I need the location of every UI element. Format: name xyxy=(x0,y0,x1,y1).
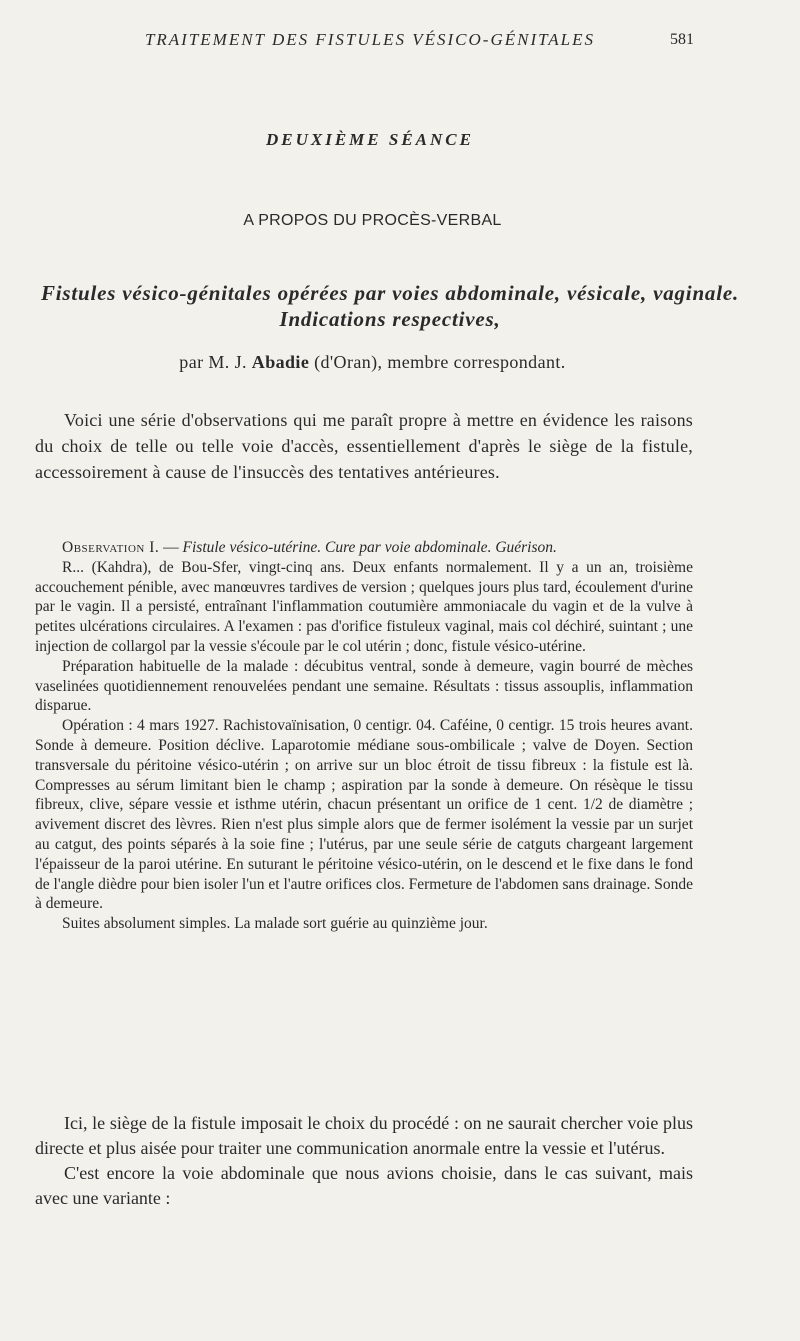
closing-block xyxy=(35,1111,693,1211)
page-number: 581 xyxy=(670,31,694,48)
observation-block xyxy=(35,538,693,934)
observation-title: Fistule vésico-utérine. Cure par voie abdominale. Guérison. xyxy=(182,539,557,556)
observation-label: Observation I. xyxy=(62,539,160,556)
byline-prefix: par M. J. xyxy=(179,352,247,372)
byline-suffix: (d'Oran), membre correspondant. xyxy=(314,352,566,372)
session-title: DEUXIÈME SÉANCE xyxy=(266,130,474,149)
article-title: Fistules vésico-génitales opérées par voies abdominale, vésicale, vaginale. Indications respectives, xyxy=(40,281,740,331)
byline xyxy=(0,352,745,373)
closing-paragraph: Ici, le siège de la fistule imposait le choix du procédé : on ne saurait chercher voie plus directe et plus aisée pour traiter une communication anormale entre la vessie et l'utérus. xyxy=(35,1113,693,1158)
intro-paragraph: Voici une série d'observations qui me paraît propre à mettre en évidence les raisons du choix de telle ou telle voie d'accès, essentiellement d'après le siège de la fistule, accessoirement à cause de l'insuccès des tentatives antérieures. xyxy=(35,410,693,482)
observation-dash: — xyxy=(159,539,183,556)
observation-heading xyxy=(35,538,693,558)
observation-paragraph: Suites absolument simples. La malade sort guérie au quinzième jour. xyxy=(62,915,488,933)
closing-paragraph: C'est encore la voie abdominale que nous avions choisie, dans le cas suivant, mais avec une variante : xyxy=(35,1163,693,1208)
observation-paragraph: Préparation habituelle de la malade : décubitus ventral, sonde à demeure, vagin bourré de mèches vaselinées quotidiennement renouvelées pendant une semaine. Résultats : tissus assouplis, inflammation disparue. xyxy=(35,657,693,715)
byline-author: Abadie xyxy=(251,352,310,372)
observation-paragraph: Opération : 4 mars 1927. Rachistovaïnisation, 0 centigr. 04. Caféine, 0 centigr. 15 trois heures avant. Sonde à demeure. Position déclive. Laparotomie médiane sous-ombilicale ; valve de Doyen. Section transversale du péritoine vésico-utérin ; on arrive sur un bloc étroit de tissu fibreux : la fistule est là. Compresses au sérum limitant bien le champ ; aspiration par la sonde à demeure. On résèque le tissu fibreux, clive, sépare vessie et isthme utérin, chacun présentant un orifice de 1 cent. 1/2 de diamètre ; avivement discret des lèvres. Rien n'est plus simple alors que de fermer isolément la vessie par un surjet au catgut, des points séparés à la soie fine ; l'utérus, par une seule série de catguts chargeant largement l'épaisseur de la paroi utérine. En suturant le péritoine vésico-utérin, on le descend et le fixe dans le fond de l'angle dièdre pour bien isoler l'un et l'autre orifices clos. Fermeture de l'abdomen sans drainage. Sonde à demeure. xyxy=(35,717,693,913)
section-title: A PROPOS DU PROCÈS-VERBAL xyxy=(243,212,502,229)
running-head: TRAITEMENT DES FISTULES VÉSICO-GÉNITALES xyxy=(144,30,596,49)
observation-paragraph: R... (Kahdra), de Bou-Sfer, vingt-cinq ans. Deux enfants normalement. Il y a un an, troisième accouchement pénible, avec manœuvres tardives de version ; quelques jours plus tard, écoulement d'urine par le vagin. Il a persisté, entraînant l'inflammation coutumière ammoniacale du vagin et de la vulve à petites ulcérations circulaires. A l'examen : pas d'orifice fistuleux vaginal, mais col déchiré, suintant ; une injection de collargol par la vessie s'écoule par le col utérin ; donc, fistule vésico-utérine. xyxy=(35,558,693,655)
